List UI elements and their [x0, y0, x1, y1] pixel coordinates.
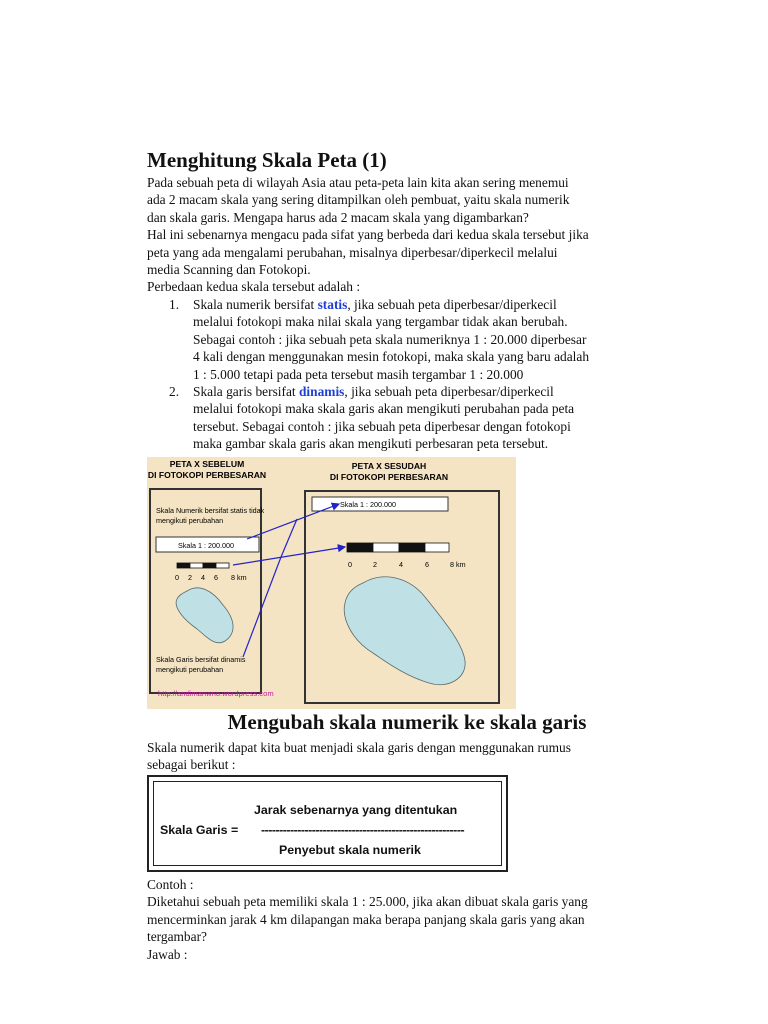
formula-intro	[147, 739, 667, 774]
example-line: tergambar?	[147, 929, 207, 945]
note-static-2: mengikuti perubahan	[156, 516, 224, 525]
section-title: Mengubah skala numerik ke skala garis	[227, 710, 587, 734]
formula-label: Skala Garis =	[160, 823, 239, 837]
intro-line: ada 2 macam skala yang sering ditampilkan oleh pembuat, yaitu skala numerik	[147, 192, 570, 208]
list-line: 4 kali dengan menggunakan mesin fotokopi, maka skala yang baru adalah	[193, 349, 590, 365]
intro-line: peta yang ada mengalami perubahan, misalnya diperbesar/diperkecil melalui	[147, 244, 558, 260]
intro-paragraph	[147, 174, 667, 296]
small-island	[176, 588, 233, 643]
difference-list	[147, 296, 667, 453]
big-bar-scale	[347, 543, 449, 552]
small-numeric-scale: Skala 1 : 200.000	[178, 541, 234, 550]
note-dynamic-1: Skala Garis bersifat dinamis	[156, 655, 246, 664]
example-line: Diketahui sebuah peta memiliki skala 1 : 25.000, jika akan dibuat skala garis yang	[147, 894, 588, 910]
list-line: maka gambar skala garis akan mengikuti perbesaran peta tersebut.	[193, 436, 549, 452]
list-line: melalui fotokopi maka skala garis akan mengikuti perubahan pada peta	[193, 401, 575, 417]
list-number: 2.	[169, 384, 180, 400]
example-line: Contoh :	[147, 877, 194, 892]
intro-line: Hal ini sebenarnya mengacu pada sifat yang berbeda dari kedua skala tersebut jika	[147, 227, 589, 243]
big-island	[344, 577, 465, 685]
before-title-1: PETA X SEBELUM	[169, 459, 245, 469]
map-scale-figure	[147, 457, 516, 709]
small-tick: 2	[188, 573, 192, 582]
list-item	[147, 296, 667, 383]
list-text: , jika sebuah peta diperbesar/diperkecil	[347, 297, 557, 312]
keyword-dinamis: dinamis	[298, 384, 345, 400]
list-number: 1.	[169, 297, 180, 312]
example-line: mencerminkan jarak 4 km dilapangan maka berapa panjang skala garis yang akan	[147, 911, 585, 927]
intro-line: Pada sebuah peta di wilayah Asia atau peta-peta lain kita akan sering menemui	[147, 175, 569, 190]
formula-denominator: Penyebut skala numerik	[279, 843, 421, 857]
formula-box	[147, 775, 508, 872]
small-tick: 8 km	[231, 573, 247, 582]
big-tick: 6	[425, 560, 429, 569]
example-paragraph	[147, 876, 667, 963]
list-line: tersebut. Sebagai contoh : jika sebuah peta diperbesar dengan fotokopi	[193, 418, 571, 434]
intro-line: media Scanning dan Fotokopi.	[147, 262, 311, 278]
small-tick: 4	[201, 573, 205, 582]
list-text: , jika sebuah peta diperbesar/diperkecil	[344, 384, 554, 400]
big-numeric-scale: Skala 1 : 200.000	[340, 500, 396, 509]
formula-fraction-line: --------------------------------------------------------	[261, 823, 465, 837]
intro-line: dan skala garis. Mengapa harus ada 2 macam skala yang digambarkan?	[147, 209, 529, 225]
small-tick: 0	[175, 573, 179, 582]
note-dynamic-2: mengikuti perubahan	[156, 665, 224, 674]
intro-line: Perbedaan kedua skala tersebut adalah :	[147, 279, 361, 295]
list-text: Skala garis bersifat	[193, 384, 299, 400]
list-line: melalui fotokopi maka nilai skala yang tergambar tidak akan berubah.	[193, 314, 568, 330]
formula-intro-line: Skala numerik dapat kita buat menjadi skala garis dengan menggunakan rumus	[147, 740, 571, 755]
list-line: Sebagai contoh : jika sebuah peta skala numeriknya 1 : 20.000 diperbesar	[193, 331, 587, 347]
source-url: http://andimanwno.wordpress.com	[158, 689, 274, 698]
map-scale-illustration	[147, 457, 516, 709]
before-title-2: DI FOTOKOPI PERBESARAN	[147, 470, 267, 480]
formula-intro-line: sebagai berikut :	[147, 757, 236, 773]
big-tick: 2	[373, 560, 377, 569]
after-title-1: PETA X SESUDAH	[351, 461, 427, 471]
example-line: Jawab :	[147, 946, 188, 962]
list-item	[147, 383, 667, 453]
small-tick: 6	[214, 573, 218, 582]
formula-numerator: Jarak sebenarnya yang ditentukan	[254, 803, 458, 817]
big-tick: 4	[399, 560, 403, 569]
after-title-2: DI FOTOKOPI PERBESARAN	[329, 472, 449, 482]
note-static-1: Skala Numerik bersifat statis tidak	[156, 506, 265, 515]
list-line: 1 : 5.000 tetapi pada peta tersebut masih tergambar 1 : 20.000	[193, 366, 524, 382]
small-bar-scale	[177, 563, 229, 568]
keyword-statis: statis	[317, 297, 348, 312]
big-tick: 0	[348, 560, 352, 569]
list-text: Skala numerik bersifat	[193, 297, 318, 312]
big-tick: 8 km	[450, 560, 466, 569]
page-title: Menghitung Skala Peta (1)	[147, 148, 387, 172]
